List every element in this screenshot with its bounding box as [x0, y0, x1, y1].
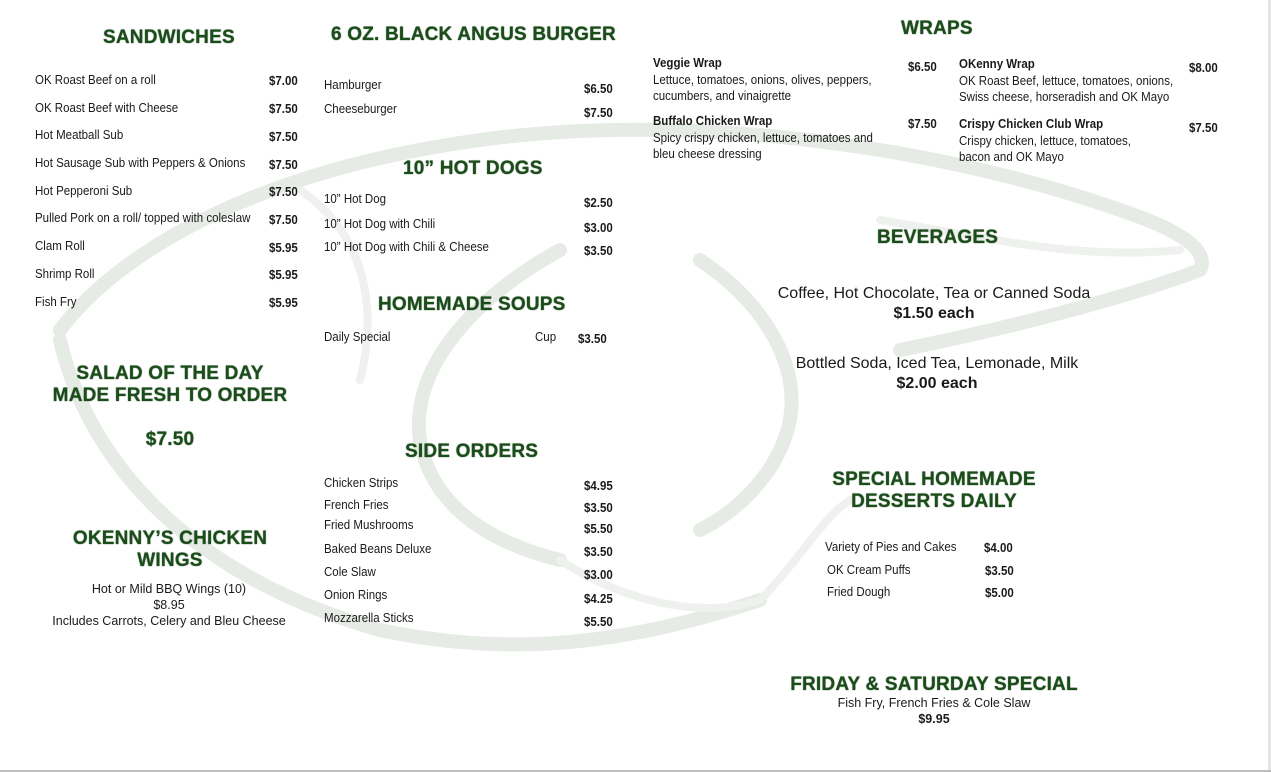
salad-price: $7.50 [145, 429, 195, 450]
side-item-name: Baked Beans Deluxe [324, 542, 432, 556]
soup-item-price: $3.50 [578, 332, 607, 346]
beverages-heading: BEVERAGES [877, 227, 999, 248]
hotdog-item-price: $2.50 [584, 196, 613, 210]
burger-heading: 6 OZ. BLACK ANGUS BURGER [331, 24, 616, 45]
hotdog-item-name: 10” Hot Dog with Chili & Cheese [324, 240, 489, 254]
soups-heading: HOMEMADE SOUPS [378, 294, 566, 315]
side-item-price: $4.25 [584, 592, 613, 606]
side-item-price: $3.00 [584, 568, 613, 582]
hotdog-item-name: 10” Hot Dog with Chili [324, 217, 436, 231]
salad-heading-line2: MADE FRESH TO ORDER [52, 385, 288, 406]
sandwich-item-name: Hot Meatball Sub [35, 128, 124, 142]
dessert-item-name: Variety of Pies and Cakes [825, 540, 957, 554]
sandwich-item-price: $5.95 [269, 296, 298, 310]
wings-heading-line1: OKENNY’S CHICKEN [72, 528, 268, 549]
side-item-name: Chicken Strips [324, 476, 399, 490]
side-item-price: $3.50 [584, 501, 613, 515]
hotdogs-heading: 10” HOT DOGS [403, 158, 543, 179]
wrap-item-description: Crispy chicken, lettuce, tomatoes, bacon and OK Mayo [959, 134, 1131, 164]
side-item-price: $4.95 [584, 479, 613, 493]
side-item-price: $5.50 [584, 522, 613, 536]
burger-item-name: Cheeseburger [324, 102, 397, 116]
wings-heading-line2: WINGS [137, 550, 203, 571]
wrap-item-description: Lettuce, tomatoes, onions, olives, peppers, cucumbers, and vinaigrette [653, 73, 872, 103]
special-description: Fish Fry, French Fries & Cole Slaw [837, 696, 1031, 710]
wrap-item-name: Buffalo Chicken Wrap [653, 114, 773, 128]
wrap-item-price: $8.00 [1189, 61, 1218, 75]
sandwich-item-name: Hot Sausage Sub with Peppers & Onions [35, 156, 246, 170]
burger-item-price: $7.50 [584, 106, 613, 120]
wrap-item-description: Spicy crispy chicken, lettuce, tomatoes and bleu cheese dressing [653, 131, 873, 161]
wrap-item-name: OKenny Wrap [959, 57, 1035, 71]
beverages-price-1: $1.50 each [893, 305, 975, 322]
burger-item-price: $6.50 [584, 82, 613, 96]
wraps-heading: WRAPS [901, 18, 973, 39]
special-price: $9.95 [918, 712, 950, 726]
sandwich-item-name: Hot Pepperoni Sub [35, 184, 133, 198]
dessert-item-name: Fried Dough [827, 585, 891, 599]
soup-item-name: Daily Special [324, 330, 391, 344]
wrap-item-name: Crispy Chicken Club Wrap [959, 117, 1104, 131]
wrap-item-price: $7.50 [1189, 121, 1218, 135]
dessert-item-price: $4.00 [984, 541, 1013, 555]
wings-note: Includes Carrots, Celery and Bleu Cheese [52, 614, 286, 628]
sandwich-item-name: Clam Roll [35, 239, 85, 253]
desserts-heading-line2: DESSERTS DAILY [851, 491, 1017, 512]
sandwich-item-price: $7.00 [269, 74, 298, 88]
sandwich-item-name: Fish Fry [35, 295, 77, 309]
sandwich-item-price: $7.50 [269, 102, 298, 116]
wrap-item-price: $7.50 [908, 117, 937, 131]
desserts-heading-line1: SPECIAL HOMEMADE [832, 469, 1036, 490]
side-item-price: $3.50 [584, 545, 613, 559]
beverages-price-2: $2.00 each [896, 375, 978, 392]
sandwich-item-price: $5.95 [269, 268, 298, 282]
special-heading: FRIDAY & SATURDAY SPECIAL [790, 674, 1078, 695]
wrap-item-name: Veggie Wrap [653, 56, 722, 70]
sandwich-item-price: $7.50 [269, 185, 298, 199]
sandwich-item-price: $7.50 [269, 158, 298, 172]
wings-price: $8.95 [153, 598, 185, 612]
side-item-name: Onion Rings [324, 588, 388, 602]
sandwich-item-price: $5.95 [269, 241, 298, 255]
side-item-price: $5.50 [584, 615, 613, 629]
wrap-item-price: $6.50 [908, 60, 937, 74]
beverages-line-1: Coffee, Hot Chocolate, Tea or Canned Soda [777, 285, 1091, 302]
salad-heading-line1: SALAD OF THE DAY [76, 363, 264, 384]
side-item-name: French Fries [324, 498, 389, 512]
sandwich-item-name: OK Roast Beef on a roll [35, 73, 156, 87]
wings-description: Hot or Mild BBQ Wings (10) [91, 582, 247, 596]
wrap-item-description: OK Roast Beef, lettuce, tomatoes, onions, Swiss cheese, horseradish and OK Mayo [959, 74, 1174, 104]
side-item-name: Cole Slaw [324, 565, 376, 579]
hotdog-item-price: $3.50 [584, 244, 613, 258]
sandwich-item-price: $7.50 [269, 130, 298, 144]
sandwich-item-name: Pulled Pork on a roll/ topped with coleslaw [35, 211, 251, 225]
side-item-name: Fried Mushrooms [324, 518, 414, 532]
sandwiches-heading: SANDWICHES [103, 27, 235, 48]
sandwich-item-name: Shrimp Roll [35, 267, 95, 281]
beverages-line-2: Bottled Soda, Iced Tea, Lemonade, Milk [795, 355, 1079, 372]
soup-item-size: Cup [535, 330, 557, 344]
hotdog-item-name: 10” Hot Dog [324, 192, 387, 206]
sandwich-item-name: OK Roast Beef with Cheese [35, 101, 179, 115]
dessert-item-price: $3.50 [985, 564, 1014, 578]
dessert-item-price: $5.00 [985, 586, 1014, 600]
dessert-item-name: OK Cream Puffs [827, 563, 911, 577]
burger-item-name: Hamburger [324, 78, 382, 92]
sandwich-item-price: $7.50 [269, 213, 298, 227]
side-item-name: Mozzarella Sticks [324, 611, 414, 625]
hotdog-item-price: $3.00 [584, 221, 613, 235]
sides-heading: SIDE ORDERS [405, 441, 539, 462]
